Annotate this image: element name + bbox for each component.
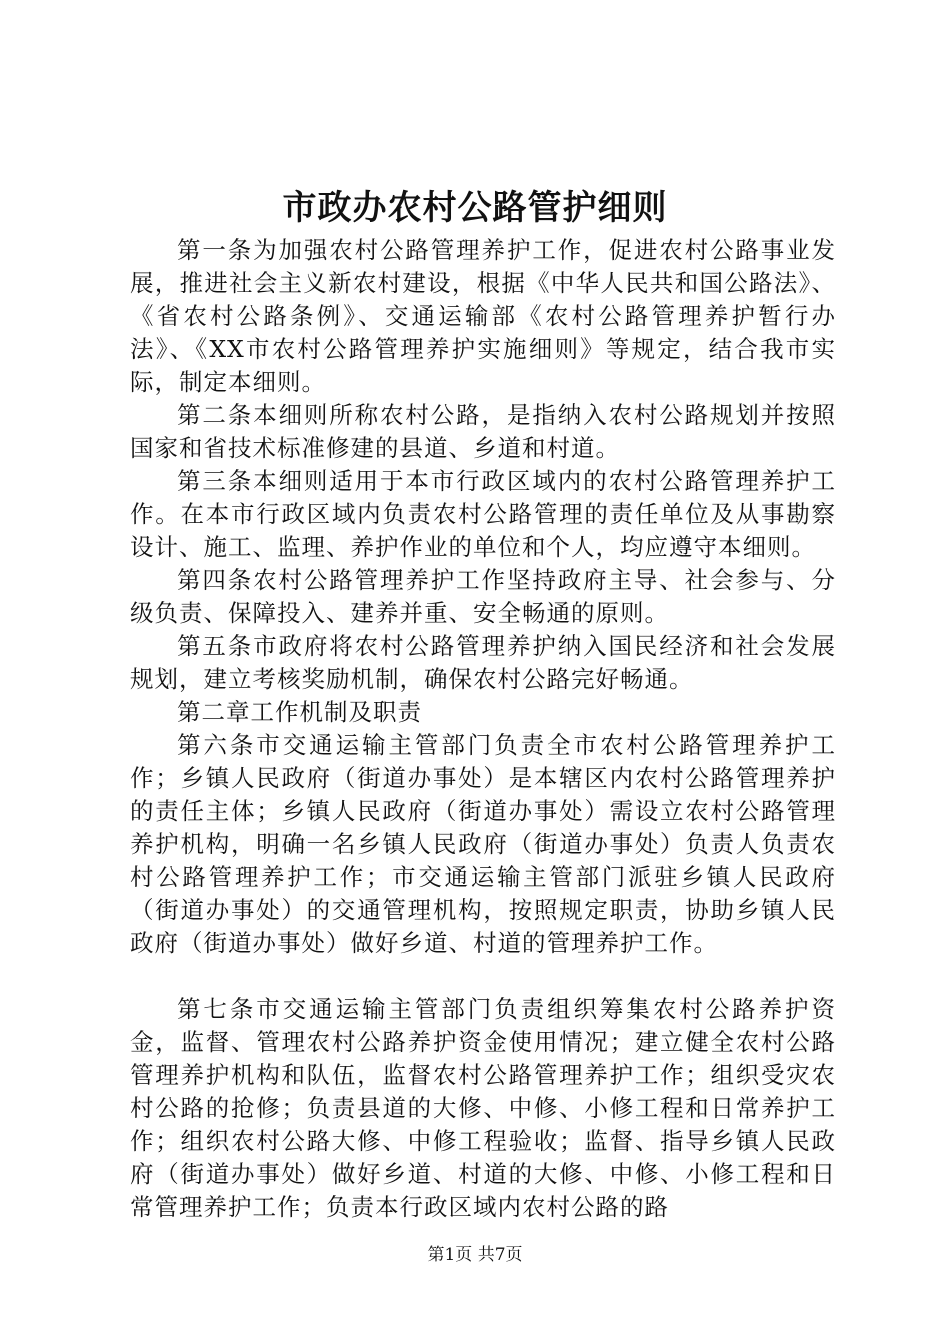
chapter-2-heading: 第二章工作机制及职责: [177, 698, 422, 726]
article-7-paragraph: 第七条市交通运输主管部门负责组织筹集农村公路养护资金，监督、管理农村公路养护资金使用情况；建立健全农村公路管理养护机构和队伍，监督农村公路管理养护工作；组织受灾农村公路的抢修；负责县道的大修、中修、小修工程和日常养护工作；组织农村公路大修、中修工程验收；监督、指导乡镇人民政府（街道办事处）做好乡道、村道的大修、中修、小修工程和日常管理养护工作；负责本行政区域内农村公路的路: [130, 995, 836, 1221]
article-3-paragraph: 第三条本细则适用于本市行政区域内的农村公路管理养护工作。在本市行政区域内负责农村公路管理的责任单位及从事勘察设计、施工、监理、养护作业的单位和个人，均应遵守本细则。: [130, 467, 836, 561]
article-5-paragraph: 第五条市政府将农村公路管理养护纳入国民经济和社会发展规划，建立考核奖励机制，确保农村公路完好畅通。: [130, 632, 836, 693]
document-title: 市政办农村公路管护细则: [282, 188, 668, 228]
article-6-paragraph: 第六条市交通运输主管部门负责全市农村公路管理养护工作；乡镇人民政府（街道办事处）是本辖区内农村公路管理养护的责任主体；乡镇人民政府（街道办事处）需设立农村公路管理养护机构，明确一名乡镇人民政府（街道办事处）负责人负责农村公路管理养护工作；市交通运输主管部门派驻乡镇人民政府（街道办事处）的交通管理机构，按照规定职责，协助乡镇人民政府（街道办事处）做好乡道、村道的管理养护工作。: [130, 731, 836, 957]
article-4-paragraph: 第四条农村公路管理养护工作坚持政府主导、社会参与、分级负责、保障投入、建养并重、安全畅通的原则。: [130, 566, 836, 627]
paragraph-spacer: [130, 960, 836, 993]
page-number-footer: 第1页 共7页: [427, 1245, 523, 1265]
article-1-paragraph: 第一条为加强农村公路管理养护工作，促进农村公路事业发展，推进社会主义新农村建设，根据《中华人民共和国公路法》、《省农村公路条例》、交通运输部《农村公路管理养护暂行办法》、《XX市农村公路管理养护实施细则》等规定，结合我市实际，制定本细则。: [130, 236, 836, 396]
article-2-paragraph: 第二条本细则所称农村公路，是指纳入农村公路规划并按照国家和省技术标准修建的县道、乡道和村道。: [130, 401, 836, 462]
document-body: [130, 234, 836, 1224]
